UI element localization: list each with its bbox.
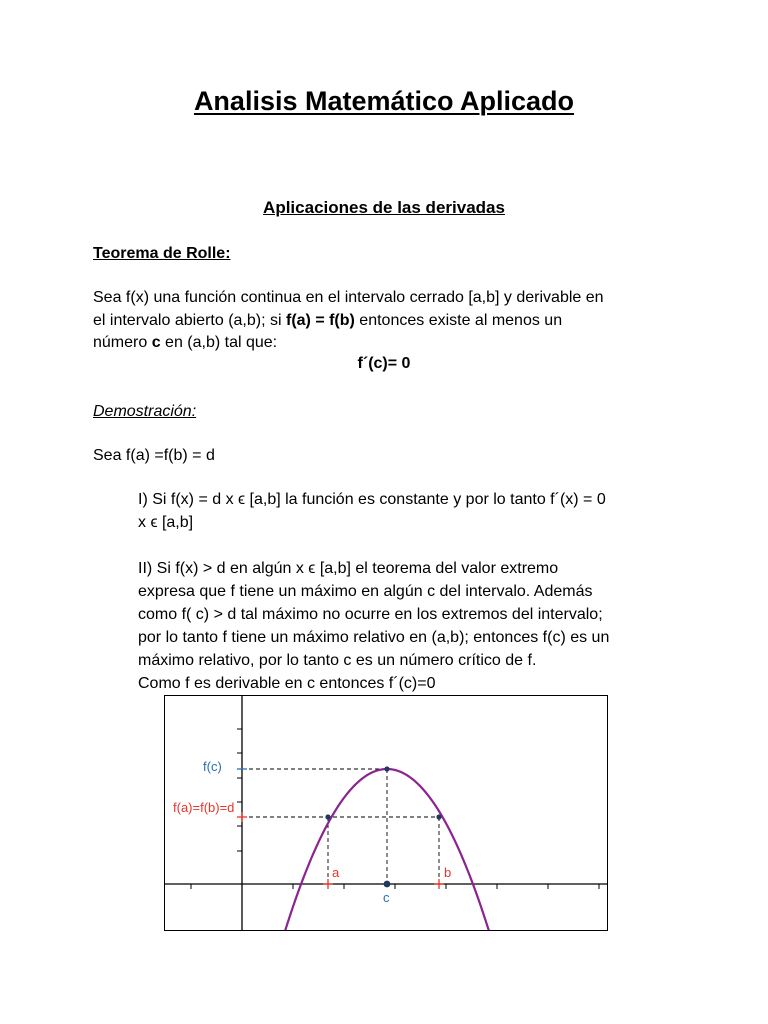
- case-two-line: expresa que f tiene un máximo en algún c del intervalo. Además: [138, 583, 593, 600]
- theorem-heading: Teorema de Rolle:: [93, 245, 231, 262]
- label-c: c: [383, 890, 390, 905]
- rolle-graph-svg: [165, 696, 607, 930]
- point-fc: [384, 766, 389, 771]
- label-fc: f(c): [203, 759, 222, 774]
- label-b: b: [444, 865, 452, 880]
- case-two-line: Como f es derivable en c entonces f´(c)=0: [138, 675, 436, 692]
- label-a: a: [332, 865, 340, 880]
- case-two-line: máximo relativo, por lo tanto c es un número crítico de f.: [138, 652, 537, 669]
- y-axis-ticks: [237, 729, 242, 851]
- point-fb: [436, 814, 441, 819]
- point-fa: [325, 814, 330, 819]
- theorem-line-2: el intervalo abierto (a,b); si f(a) = f(b) entonces existe al menos un: [93, 311, 563, 329]
- demonstration-heading: Demostración:: [93, 403, 197, 420]
- point-c: [384, 881, 391, 888]
- theorem-statement: [93, 287, 683, 355]
- page-title: Analisis Matemático Aplicado: [193, 86, 575, 116]
- demonstration-intro: Sea f(a) =f(b) = d: [93, 447, 215, 464]
- case-two-line: por lo tanto f tiene un máximo relativo en (a,b); entonces f(c) es un: [138, 629, 610, 646]
- x-axis-ticks: [191, 884, 599, 889]
- case-two: [138, 557, 683, 695]
- rolle-graph: [164, 695, 608, 931]
- label-fa-fb: f(a)=f(b)=d: [173, 800, 235, 815]
- case-two-line: como f( c) > d tal máximo no ocurre en los extremos del intervalo;: [138, 606, 603, 623]
- dashed-guides: [242, 769, 439, 884]
- case-one-line-1: I) Si f(x) = d x ϵ [a,b] la función es constante y por lo tanto f´(x) = 0: [138, 491, 606, 508]
- case-two-line: II) Si f(x) > d en algún x ϵ [a,b] el teorema del valor extremo: [138, 560, 559, 577]
- case-one: [138, 489, 683, 534]
- case-one-line-2: x ϵ [a,b]: [138, 513, 194, 531]
- theorem-line-3: número c en (a,b) tal que:: [93, 334, 278, 351]
- red-markers: [237, 812, 444, 889]
- theorem-line-1: Sea f(x) una función continua en el intervalo cerrado [a,b] y derivable en: [93, 289, 604, 306]
- theorem-formula: f´(c)= 0: [357, 355, 411, 372]
- section-title: Aplicaciones de las derivadas: [263, 198, 505, 217]
